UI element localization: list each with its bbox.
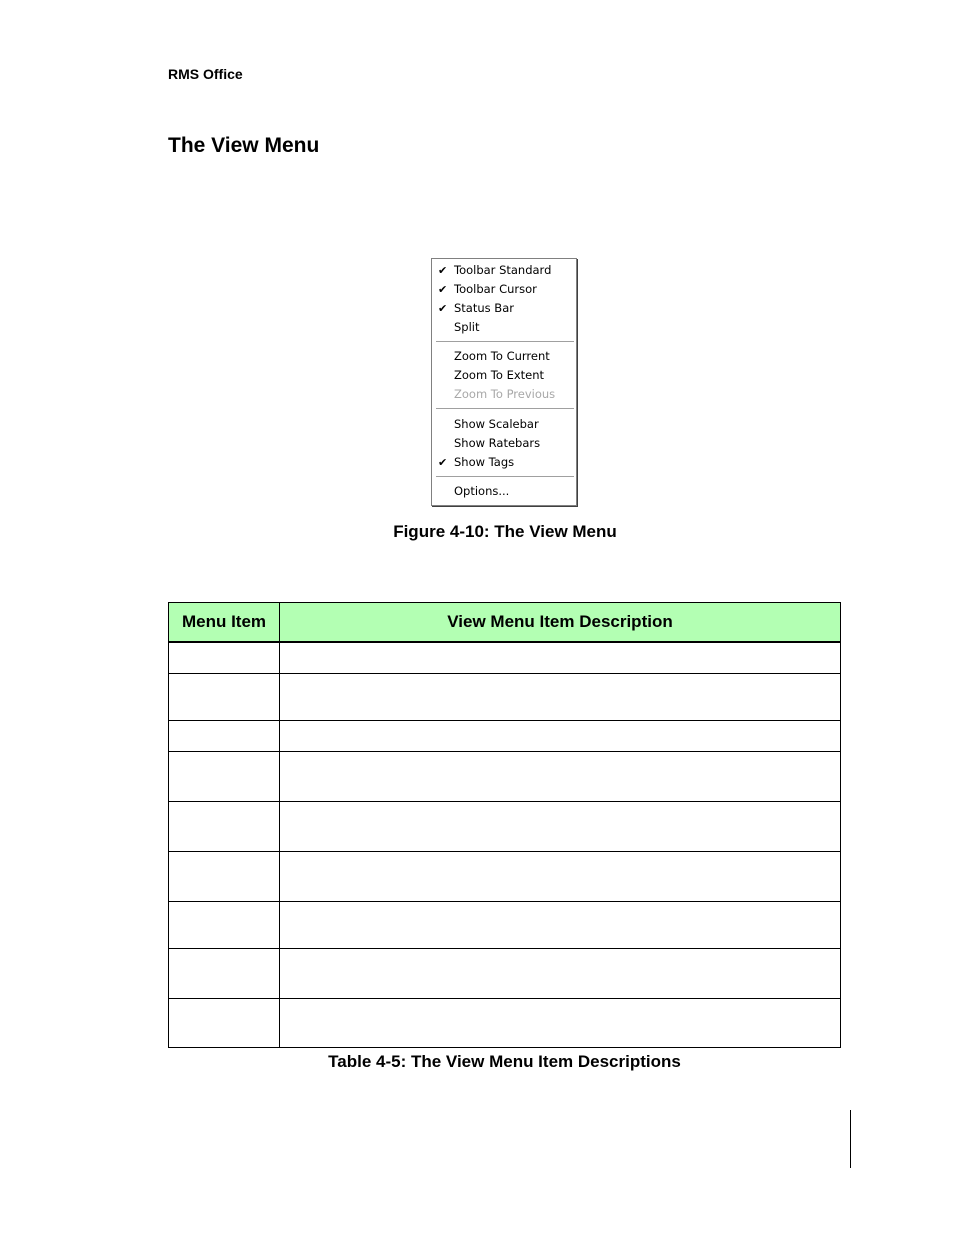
section-title: The View Menu: [168, 134, 320, 157]
table-row: [169, 998, 841, 1047]
menu-separator: [436, 341, 574, 343]
menu-item-label: Zoom To Current: [454, 349, 550, 363]
column-header-description: View Menu Item Description: [280, 603, 841, 643]
menu-item-toolbar-standard[interactable]: [432, 261, 576, 280]
menu-item-label: Show Tags: [454, 455, 515, 469]
checkmark-icon: ✔: [438, 302, 448, 315]
menu-item-options[interactable]: [432, 482, 576, 501]
menu-item-label: Show Ratebars: [454, 436, 541, 450]
menu-item-label: Show Scalebar: [454, 417, 539, 431]
menu-separator: [436, 408, 574, 410]
table-row: [169, 801, 841, 851]
column-header-menu-item: Menu Item: [169, 603, 280, 643]
menu-item-label: Zoom To Previous: [454, 387, 556, 401]
menu-item-label: Toolbar Standard: [454, 263, 552, 277]
table-row: [169, 673, 841, 720]
menu-separator: [436, 476, 574, 478]
menu-item-label: Options...: [454, 484, 510, 498]
menu-item-show-ratebars[interactable]: [432, 434, 576, 453]
menu-item-show-scalebar[interactable]: [432, 415, 576, 434]
running-header: RMS Office: [168, 66, 243, 82]
table-row: [169, 901, 841, 948]
menu-item-toolbar-cursor[interactable]: [432, 280, 576, 299]
table-row: [169, 851, 841, 901]
menu-item-status-bar[interactable]: [432, 299, 576, 318]
figure-caption: Figure 4-10: The View Menu: [393, 522, 617, 541]
menu-item-split[interactable]: [432, 318, 576, 337]
table-row: [169, 751, 841, 801]
menu-item-label: Split: [454, 320, 480, 334]
menu-item-show-tags[interactable]: [432, 453, 576, 472]
menu-item-label: Zoom To Extent: [454, 368, 545, 382]
menu-item-zoom-to-current[interactable]: [432, 347, 576, 366]
checkmark-icon: ✔: [438, 283, 448, 296]
view-menu-table: [168, 602, 841, 1048]
table-row: [169, 642, 841, 673]
menu-item-zoom-to-extent[interactable]: [432, 366, 576, 385]
table-row: [169, 720, 841, 751]
table-caption: Table 4-5: The View Menu Item Descriptions: [328, 1052, 681, 1071]
checkmark-icon: ✔: [438, 264, 448, 277]
menu-item-zoom-to-previous: [432, 385, 576, 404]
checkmark-icon: ✔: [438, 456, 448, 469]
table-row: [169, 948, 841, 998]
menu-item-label: Toolbar Cursor: [454, 282, 537, 296]
view-menu: [431, 258, 577, 506]
menu-item-label: Status Bar: [454, 301, 514, 315]
margin-rule: [850, 1110, 851, 1168]
